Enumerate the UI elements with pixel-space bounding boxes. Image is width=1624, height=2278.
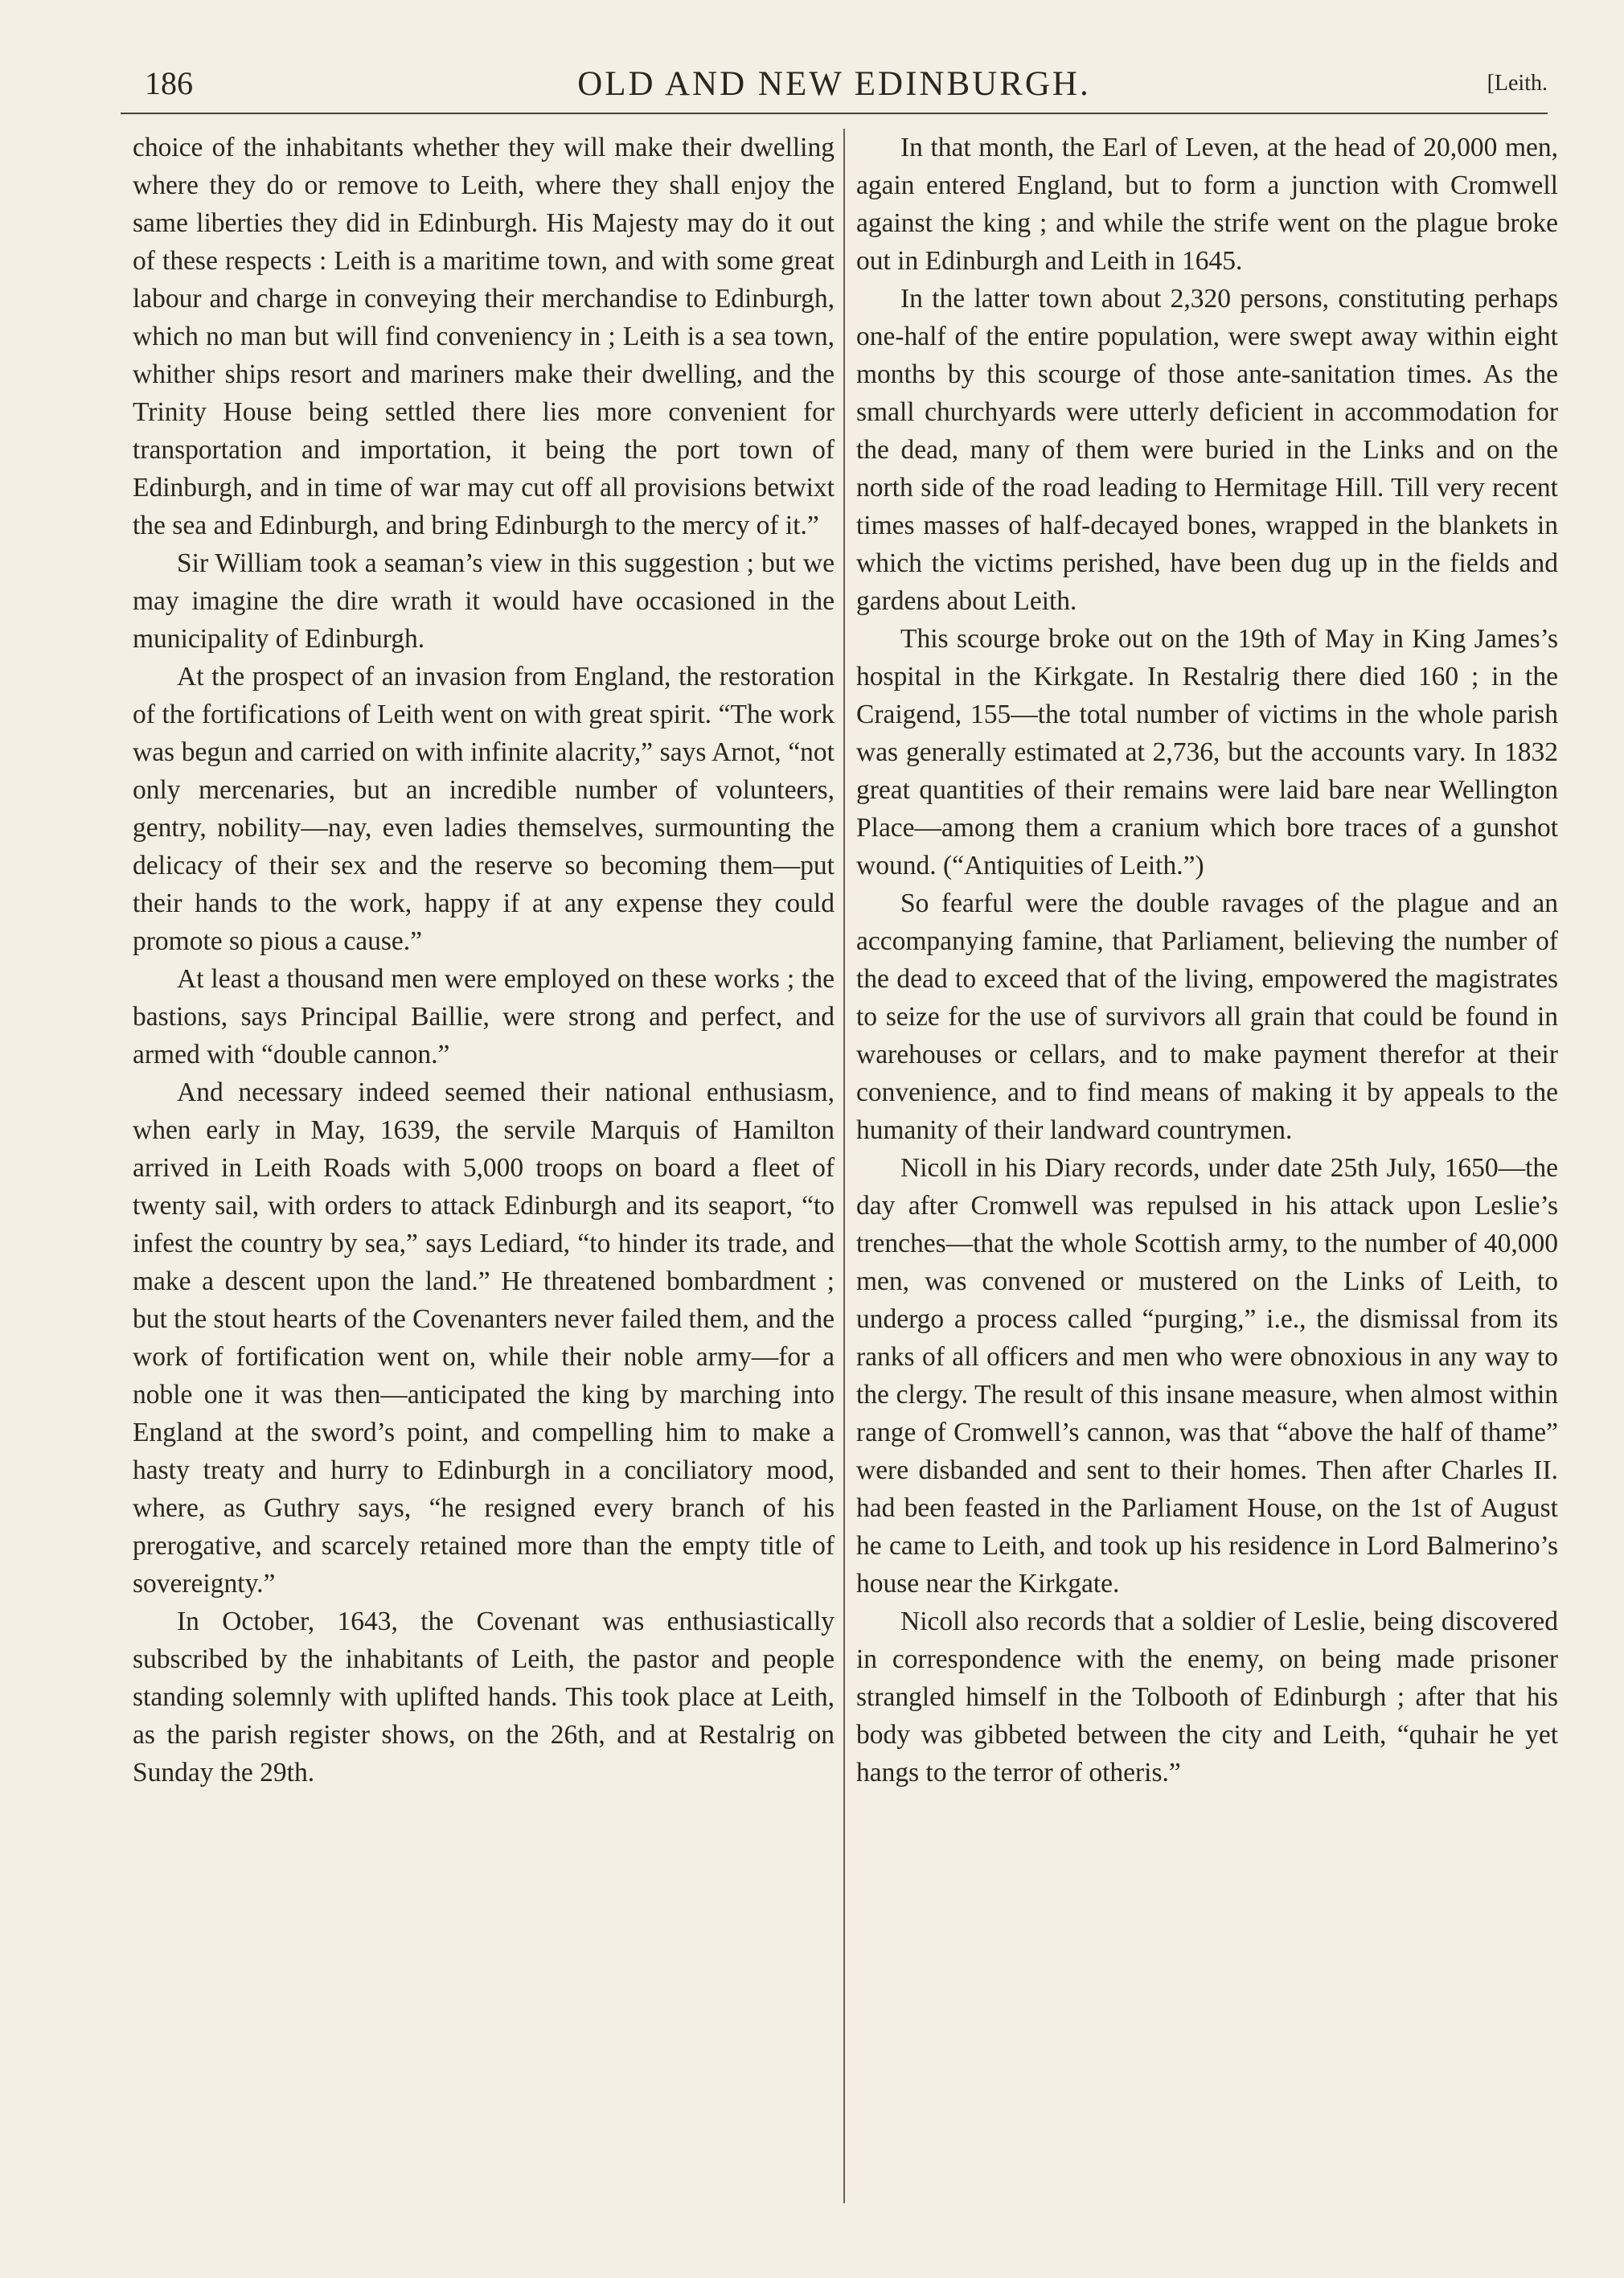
paragraph: In that month, the Earl of Leven, at the head of 20,000 men, again entered England, but to form a junction with Cromwell against the king ; and while the strife went on the plague broke out in Edinburgh and Leith in 1645.	[856, 133, 1558, 276]
page-number: 186	[145, 65, 193, 101]
paragraph: This scourge broke out on the 19th of May in King James’s hospital in the Kirkgate. In Restalrig there died 160 ; in the Craigend, 155—the total number of victims in the whole parish was generally estimated at 2,736, but the accounts vary. In 1832 great quantities of their remains were laid bare near Wellington Place—among them a cranium which bore traces of a gunshot wound. (“Antiquities of Leith.”)	[856, 624, 1558, 880]
page-header	[121, 56, 1548, 114]
paragraph: choice of the inhabitants whether they will make their dwelling where they do or remove to Leith, where they shall enjoy the same liberties they did in Edinburgh. His Majesty may do it out of these respects : Leith is a maritime town, and with some great labour and charge in conveying their merchandise to Edinburgh, which no man but will find conveniency in ; Leith is a sea town, whither ships resort and mariners make their dwelling, and the Trinity House being settled there lies more convenient for transportation and importation, it being the port town of Edinburgh, and in time of war may cut off all provisions betwixt the sea and Edinburgh, and bring Edinburgh to the mercy of it.”	[133, 133, 835, 540]
column-divider	[843, 129, 845, 2203]
left-column	[133, 129, 835, 1792]
section-label: [Leith.	[1487, 71, 1548, 96]
paragraph: At the prospect of an invasion from England, the restoration of the fortifications of Leith went on with great spirit. “The work was begun and carried on with infinite alacrity,” says Arnot, “not only mercenaries, but an incredible number of volunteers, gentry, nobility—nay, even ladies themselves, surmounting the delicacy of their sex and the reserve so becoming them—put their hands to the work, happy if at any expense they could promote so pious a cause.”	[133, 662, 835, 956]
paragraph: In October, 1643, the Covenant was enthusiastically subscribed by the inhabitants of Leith, the pastor and people standing solemnly with uplifted hands. This took place at Leith, as the parish register shows, on the 26th, and at Restalrig on Sunday the 29th.	[133, 1607, 835, 1788]
paragraph: At least a thousand men were employed on these works ; the bastions, says Principal Baillie, were strong and perfect, and armed with “double cannon.”	[133, 964, 835, 1069]
paragraph: Sir William took a seaman’s view in this suggestion ; but we may imagine the dire wrath it would have occasioned in the municipality of Edinburgh.	[133, 548, 835, 654]
paragraph: And necessary indeed seemed their national enthusiasm, when early in May, 1639, the servile Marquis of Hamilton arrived in Leith Roads with 5,000 troops on board a fleet of twenty sail, with orders to attack Edinburgh and its seaport, “to infest the country by sea,” says Lediard, “to hinder its trade, and make a descent upon the land.” He threatened bombardment ; but the stout hearts of the Covenanters never failed them, and the work of fortification went on, while their noble army—for a noble one it was then—anticipated the king by marching into England at the sword’s point, and compelling him to make a hasty treaty and hurry to Edinburgh in a conciliatory mood, where, as Guthry says, “he resigned every branch of his prerogative, and scarcely retained more than the empty title of sovereignty.”	[133, 1077, 835, 1599]
paragraph: In the latter town about 2,320 persons, constituting perhaps one-half of the entire population, were swept away within eight months by this scourge of those ante-sanitation times. As the small churchyards were utterly deficient in accommodation for the dead, many of them were buried in the Links and on the north side of the road leading to Hermitage Hill. Till very recent times masses of half-decayed bones, wrapped in the blankets in which the victims perished, have been dug up in the fields and gardens about Leith.	[856, 284, 1558, 616]
running-title: OLD AND NEW EDINBURGH.	[577, 65, 1091, 103]
paragraph: Nicoll in his Diary records, under date 25th July, 1650—the day after Cromwell was repulsed in his attack upon Leslie’s trenches—that the whole Scottish army, to the number of 40,000 men, was convened or mustered on the Links of Leith, to undergo a process called “purging,” i.e., the dismissal from its ranks of all officers and men who were obnoxious in any way to the clergy. The result of this insane measure, when almost within range of Cromwell’s cannon, was that “above the half of thame” were disbanded and sent to their homes. Then after Charles II. had been feasted in the Parliament House, on the 1st of August he came to Leith, and took up his residence in Lord Balmerino’s house near the Kirkgate.	[856, 1153, 1558, 1599]
right-column	[856, 129, 1558, 1792]
paragraph: Nicoll also records that a soldier of Leslie, being discovered in correspondence with the enemy, on being made prisoner strangled himself in the Tolbooth of Edinburgh ; after that his body was gibbeted between the city and Leith, “quhair he yet hangs to the terror of otheris.”	[856, 1607, 1558, 1788]
paragraph: So fearful were the double ravages of the plague and an accompanying famine, that Parliament, believing the number of the dead to exceed that of the living, empowered the magistrates to seize for the use of survivors all grain that could be found in warehouses or cellars, and to make payment therefor at their convenience, and to find means of making it by appeals to the humanity of their landward countrymen.	[856, 889, 1558, 1145]
